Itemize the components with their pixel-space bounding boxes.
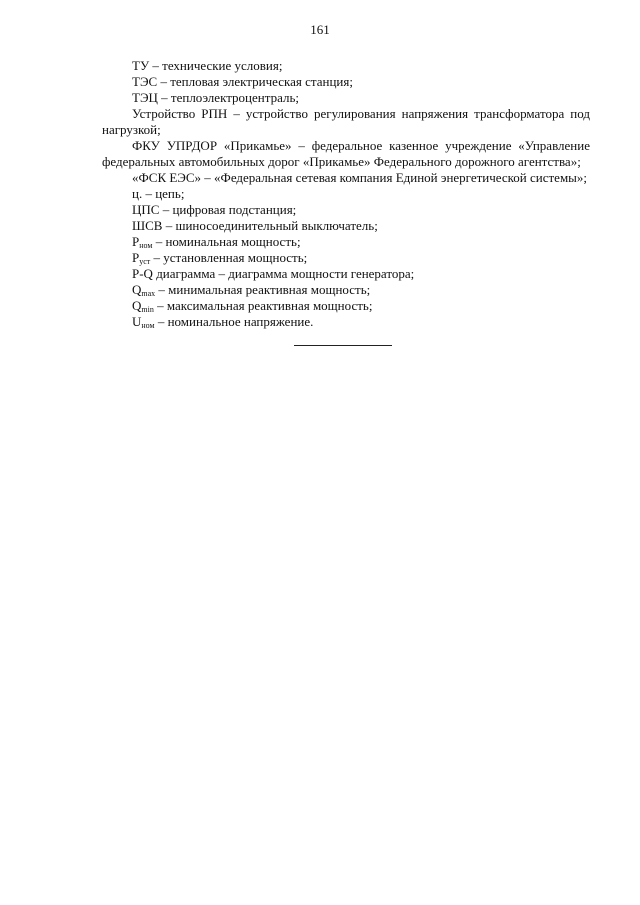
list-item-tsps: ЦПС – цифровая подстанция; [132, 202, 297, 217]
list-item-tets: ТЭЦ – теплоэлектроцентраль; [132, 90, 299, 105]
list-item-pust [102, 250, 590, 266]
subscript: ном [139, 241, 153, 250]
description: – максимальная реактивная мощность; [153, 298, 373, 313]
subscript: min [141, 305, 154, 314]
end-divider [294, 345, 392, 346]
list-item-qmin [102, 298, 590, 314]
description: – номинальное напряжение. [154, 314, 314, 329]
list-item-tes: ТЭС – тепловая электрическая станция; [132, 74, 353, 89]
page-number: 161 [310, 22, 330, 37]
subscript: уст [139, 257, 151, 266]
list-item-tsep: ц. – цепь; [132, 186, 185, 201]
symbol: P [132, 250, 140, 265]
list-item-rpn: Устройство РПН – устройство регулирования напряжения трансформатора под нагрузкой; [102, 106, 590, 137]
subscript: max [141, 289, 156, 298]
subscript: ном [141, 321, 155, 330]
list-item-pq: P-Q диаграмма – диаграмма мощности генератора; [132, 266, 415, 281]
abbreviations-list [102, 58, 590, 330]
description: – установленная мощность; [150, 250, 308, 265]
list-item-shsv: ШСВ – шиносоединительный выключатель; [132, 218, 378, 233]
list-item-tu: ТУ – технические условия; [132, 58, 283, 73]
list-item-fsk: «ФСК ЕЭС» – «Федеральная сетевая компания Единой энергетической системы»; [132, 170, 588, 185]
symbol: Q [132, 298, 142, 313]
list-item-pnom [102, 234, 590, 250]
description: – номинальная мощность; [152, 234, 301, 249]
symbol: U [132, 314, 142, 329]
symbol: P [132, 234, 140, 249]
symbol: Q [132, 282, 142, 297]
list-item-unom [102, 314, 590, 330]
list-item-qmax [102, 282, 590, 298]
description: – минимальная реактивная мощность; [155, 282, 371, 297]
list-item-fku: ФКУ УПРДОР «Прикамье» – федеральное казенное учреждение «Управление федеральных автомобильных дорог «Прикамье» Федерального дорожного агентства»; [102, 138, 590, 169]
